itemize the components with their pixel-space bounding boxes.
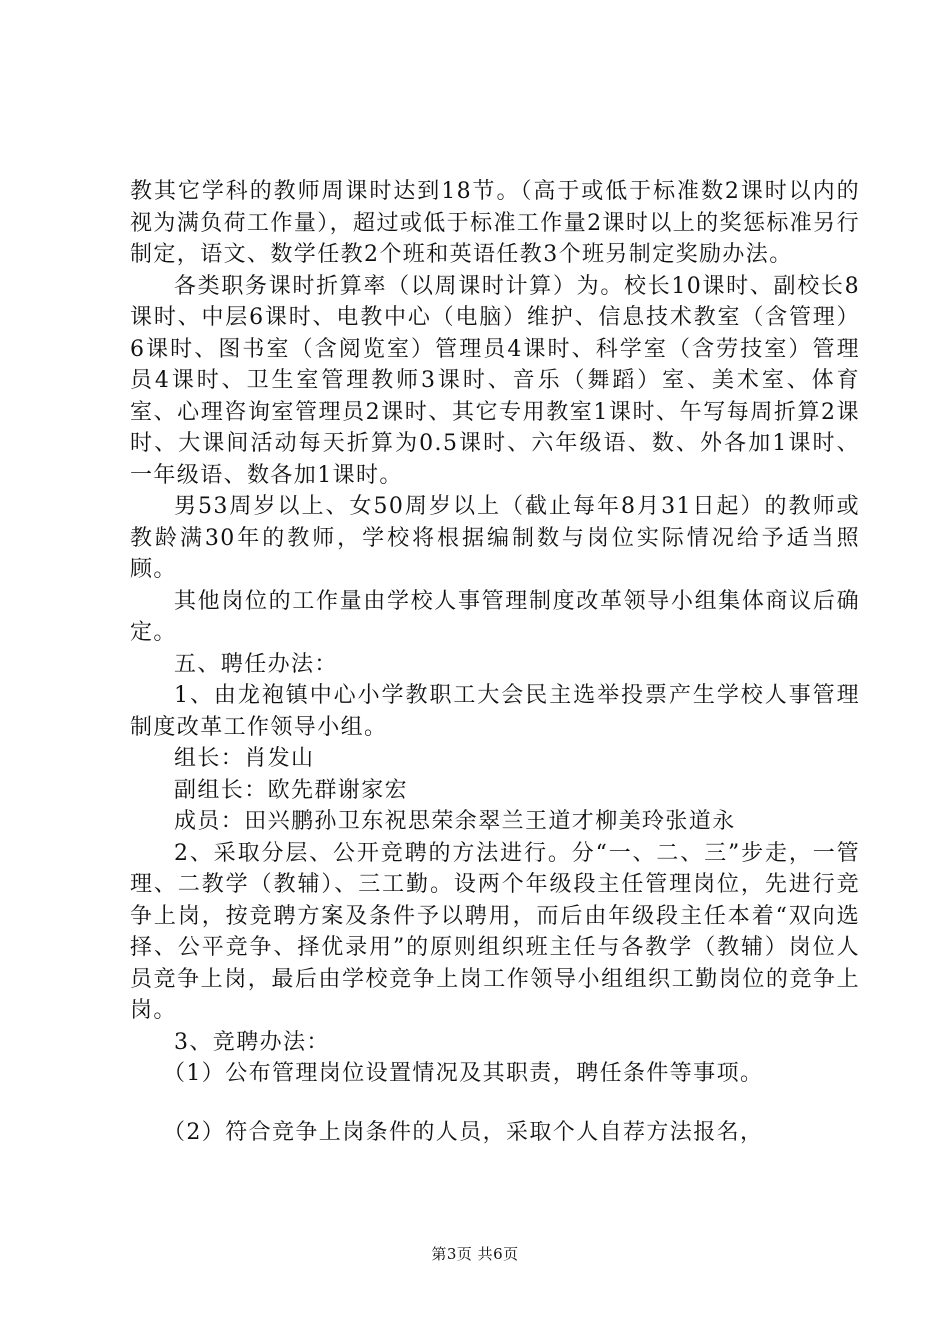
paragraph-other-posts: 其他岗位的工作量由学校人事管理制度改革领导小组集体商议后确定。 <box>130 588 860 645</box>
paragraph-duty-conversion: 各类职务课时折算率（以周课时计算）为。校长10课时、副校长8课时、中层6课时、电教中心（电脑）维护、信息技术教室（含管理）6课时、图书室（含阅览室）管理员4课时、科学室（含劳技室）管理员4课时、卫生室管理教师3课时、音乐（舞蹈）室、美术室、体育室、心理咨询室管理员2课时、其它专用教室1课时、午写每周折算2课时、大课间活动每天折算为0.5课时、六年级语、数、外各加1课时、一年级语、数各加1课时。 <box>130 273 860 488</box>
paragraph-selection-heading: 3、竞聘办法： <box>174 1029 330 1055</box>
paragraph-senior-teachers: 男53周岁以上、女50周岁以上（截止每年8月31日起）的教师或教龄满30年的教师，学校将根据编制数与岗位实际情况给予适当照顾。 <box>130 494 860 582</box>
paragraph-step-1: （1）公布管理岗位设置情况及其职责，聘任条件等事项。 <box>163 1061 764 1086</box>
section-heading-appointment: 五、聘任办法： <box>174 651 338 677</box>
paragraph-leading-group: 1、由龙袍镇中心小学教职工大会民主选举投票产生学校人事管理制度改革工作领导小组。 <box>130 683 860 740</box>
paragraph-members: 成员：田兴鹏孙卫东祝思荣余翠兰王道才柳美玲张道永 <box>174 809 736 834</box>
page-number: 第3页 共6页 <box>431 1245 519 1263</box>
page-footer <box>0 1243 950 1264</box>
paragraph-step-2: （2）符合竞争上岗条件的人员，采取个人自荐方法报名， <box>163 1119 764 1145</box>
paragraph-competition-method: 2、采取分层、公开竞聘的方法进行。分“一、二、三”步走，一管理、二教学（教辅）、三工勤。设两个年级段主任管理岗位，先进行竞争上岗，按竞聘方案及条件予以聘用，而后由年级段主任本着“双向选择、公平竞争、择优录用”的原则组织班主任与各教学（教辅）岗位人员竞争上岗，最后由学校竞争上岗工作领导小组组织工勤岗位的竞争上岗。 <box>130 840 860 1023</box>
paragraph-teaching-hours: 教其它学科的教师周课时达到18节。（高于或低于标准数2课时以内的视为满负荷工作量），超过或低于标准工作量2课时以上的奖惩标准另行制定，语文、数学任教2个班和英语任教3个班另制定奖励办法。 <box>130 179 860 267</box>
paragraph-deputy-leader: 副组长：欧先群谢家宏 <box>174 777 409 803</box>
paragraph-group-leader: 组长：肖发山 <box>174 746 315 771</box>
document-body <box>130 176 860 1148</box>
